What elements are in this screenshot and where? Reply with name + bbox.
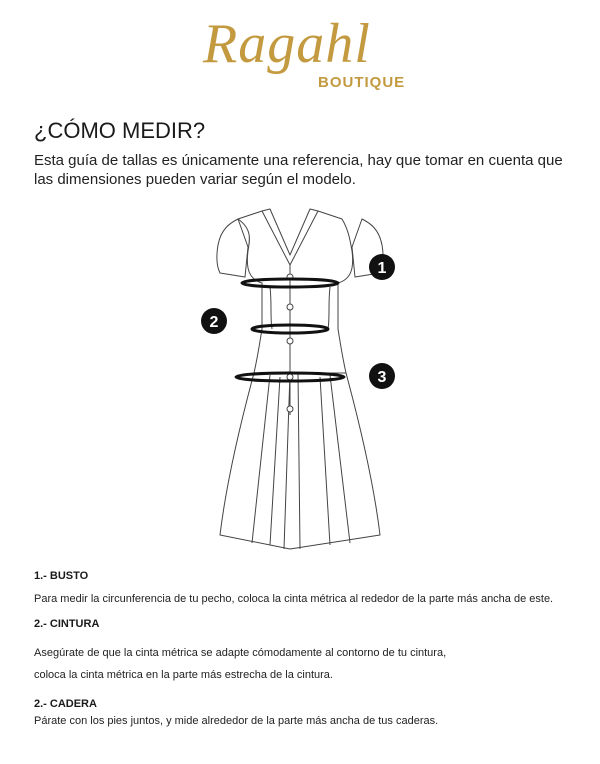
button-4 <box>287 374 293 380</box>
brand-logo <box>0 8 600 98</box>
brand-name: Ragahl <box>203 13 371 75</box>
section-cintura-text-2: coloca la cinta métrica en la parte más estrecha de la cintura. <box>34 669 333 681</box>
section-cadera-heading: 2.- CADERA <box>34 698 97 710</box>
button-3 <box>287 338 293 344</box>
bodice <box>238 211 353 373</box>
button-5 <box>287 406 293 412</box>
marker-3: 3 <box>377 369 387 386</box>
section-busto-text: Para medir la circunferencia de tu pecho, coloca la cinta métrica al rededor de la parte más ancha de este. <box>34 593 554 605</box>
intro-line-1: Esta guía de tallas es únicamente una referencia, hay que tomar en cuenta que <box>34 152 563 169</box>
brand-subtitle: BOUTIQUE <box>318 74 406 91</box>
section-cintura-heading: 2.- CINTURA <box>34 618 100 630</box>
dress-illustration <box>190 205 410 555</box>
intro-text <box>34 151 574 189</box>
section-cintura-text-1: Asegúrate de que la cinta métrica se adapte cómodamente al contorno de tu cintura, <box>34 647 447 659</box>
intro-line-2: las dimensiones pueden variar según el modelo. <box>34 171 356 188</box>
page-title: ¿CÓMO MEDIR? <box>34 118 206 143</box>
section-busto-heading: 1.- BUSTO <box>34 570 89 582</box>
left-sleeve <box>217 219 248 277</box>
button-2 <box>287 304 293 310</box>
marker-1: 1 <box>377 260 387 277</box>
marker-2: 2 <box>209 314 219 331</box>
section-cadera-text: Párate con los pies juntos, y mide alrededor de la parte más ancha de tus caderas. <box>34 715 439 727</box>
